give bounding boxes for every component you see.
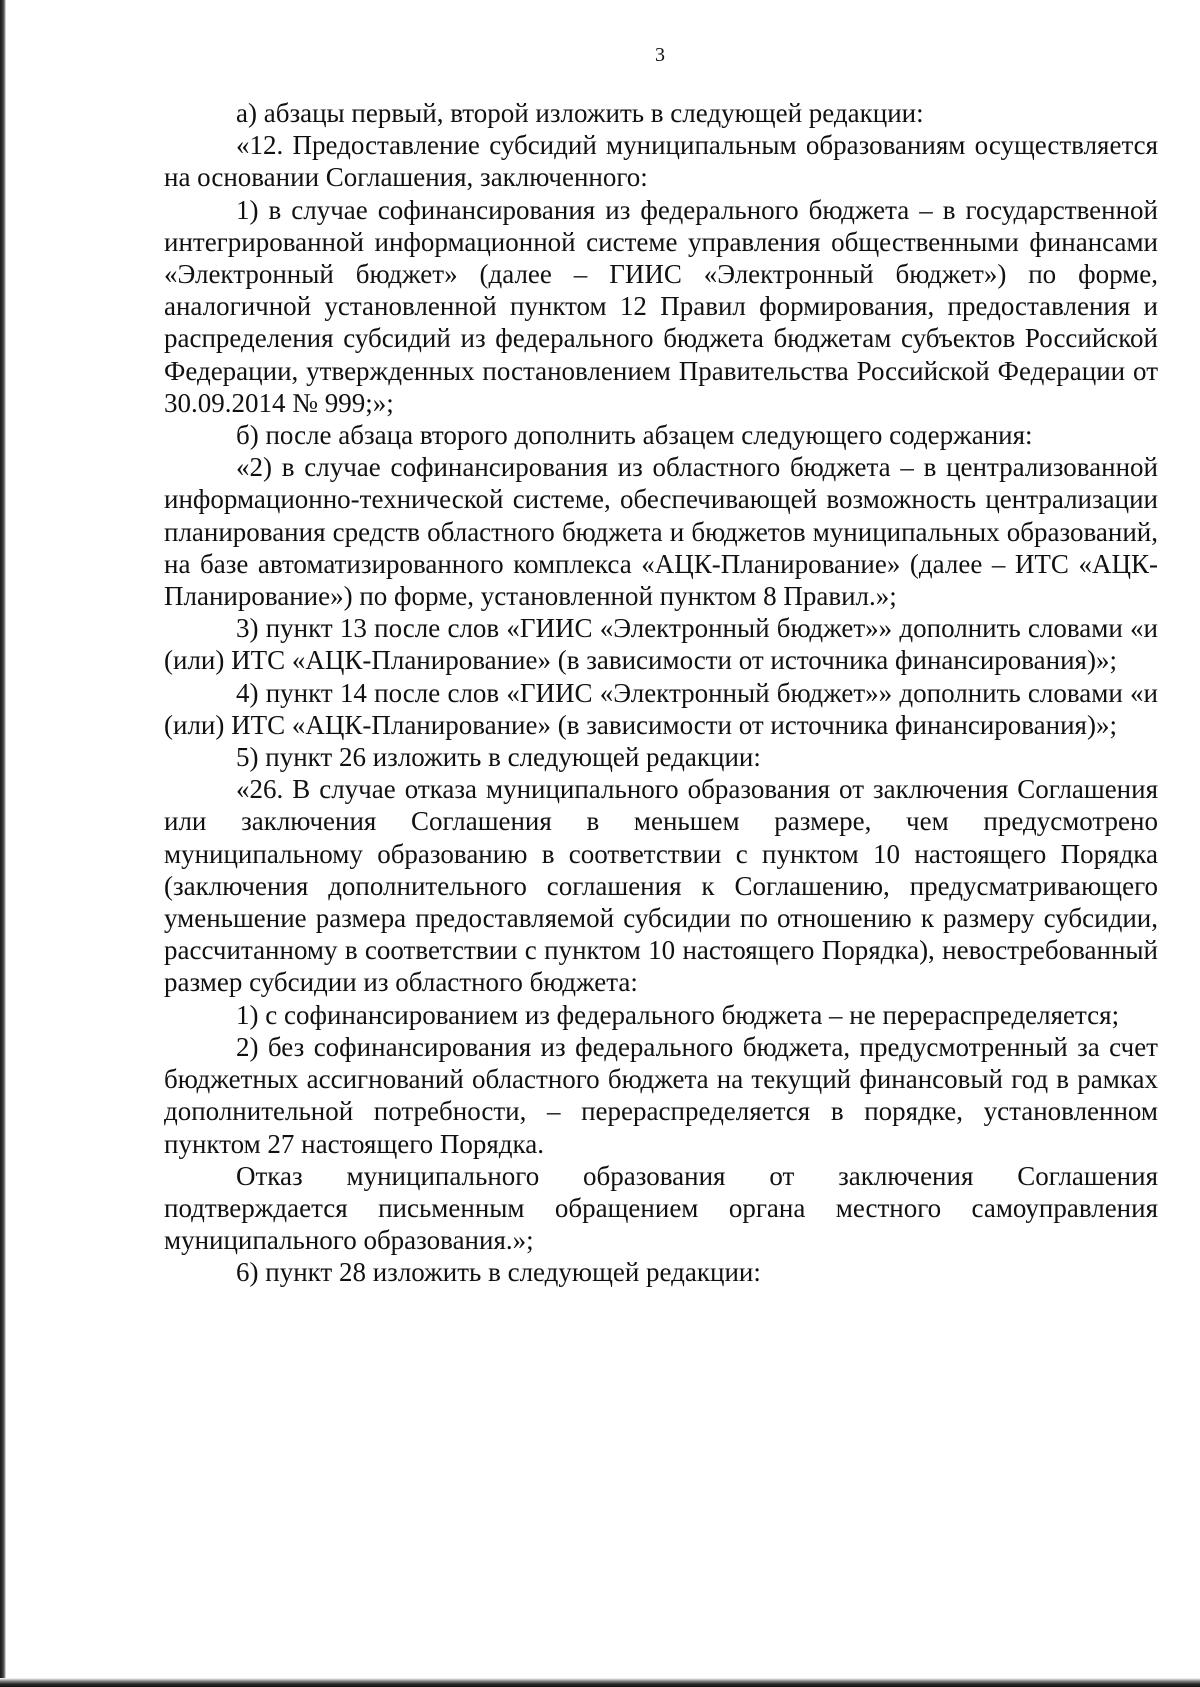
paragraph-item-26: «26. В случае отказа муниципального образования от заключения Соглашения или заключения Соглашения в меньшем размере, чем предусмотрено муниципальному образованию в соответствии с пунктом 10 настоящего Порядка (заключения дополнительного соглашения к Соглашению, предусматривающего уменьшение размера предоставляемой субсидии по отношению к размеру субсидии, рассчитанному в соответствии с пунктом 10 настоящего Порядка), невостребованный размер субсидии из областного бюджета:	[164, 774, 1158, 998]
paragraph-refusal: Отказ муниципального образования от заключения Соглашения подтверждается письменным обращением органа местного самоуправления муниципального образования.»;	[164, 1160, 1158, 1256]
paragraph-item-12: «12. Предоставление субсидий муниципальным образованиям осуществляется на основании Соглашения, заключенного:	[164, 130, 1158, 193]
paragraph-item-6: 6) пункт 28 изложить в следующей редакции:	[236, 1257, 761, 1288]
paragraph-item-26-2: 2) без софинансирования из федерального бюджета, предусмотренный за счет бюджетных ассигнований областного бюджета на текущий финансовый год в рамках дополнительной потребности, – перераспределяется в порядке, установленном пунктом 27 настоящего Порядка.	[164, 1031, 1158, 1159]
paragraph-item-3: 3) пункт 13 после слов «ГИИС «Электронный бюджет»» дополнить словами «и (или) ИТС «АЦК-Планирование» (в зависимости от источника финансирования)»;	[164, 613, 1158, 676]
paragraph-item-5: 5) пункт 26 изложить в следующей редакции:	[236, 742, 761, 773]
paragraph-item-26-1: 1) с софинансированием из федерального бюджета – не перераспределяется;	[236, 999, 1120, 1030]
scan-edge-bottom	[0, 1678, 1200, 1687]
page-number: 3	[655, 44, 665, 66]
paragraph-intro-b: б) после абзаца второго дополнить абзацем следующего содержания:	[236, 420, 1033, 451]
document-body	[164, 97, 1158, 1289]
scan-edge-left	[0, 0, 6, 1687]
paragraph-subitem-1: 1) в случае софинансирования из федерального бюджета – в государственной интегрированной информационной системе управления общественными финансами «Электронный бюджет» (далее – ГИИС «Электронный бюджет») по форме, аналогичной установленной пунктом 12 Правил формирования, предоставления и распределения субсидий из федерального бюджета бюджетам субъектов Российской Федерации, утвержденных постановлением Правительства Российской Федерации от 30.09.2014 № 999;»;	[164, 194, 1158, 418]
paragraph-subitem-2: «2) в случае софинансирования из областного бюджета – в централизованной информационно-технической системе, обеспечивающей возможность централизации планирования средств областного бюджета и бюджетов муниципальных образований, на базе автоматизированного комплекса «АЦК-Планирование» (далее – ИТС «АЦК-Планирование») по форме, установленной пунктом 8 Правил.»;	[164, 452, 1158, 612]
paragraph-intro-a: а) абзацы первый, второй изложить в следующей редакции:	[236, 98, 924, 128]
paragraph-item-4: 4) пункт 14 после слов «ГИИС «Электронный бюджет»» дополнить словами «и (или) ИТС «АЦК-Планирование» (в зависимости от источника финансирования)»;	[164, 677, 1158, 740]
